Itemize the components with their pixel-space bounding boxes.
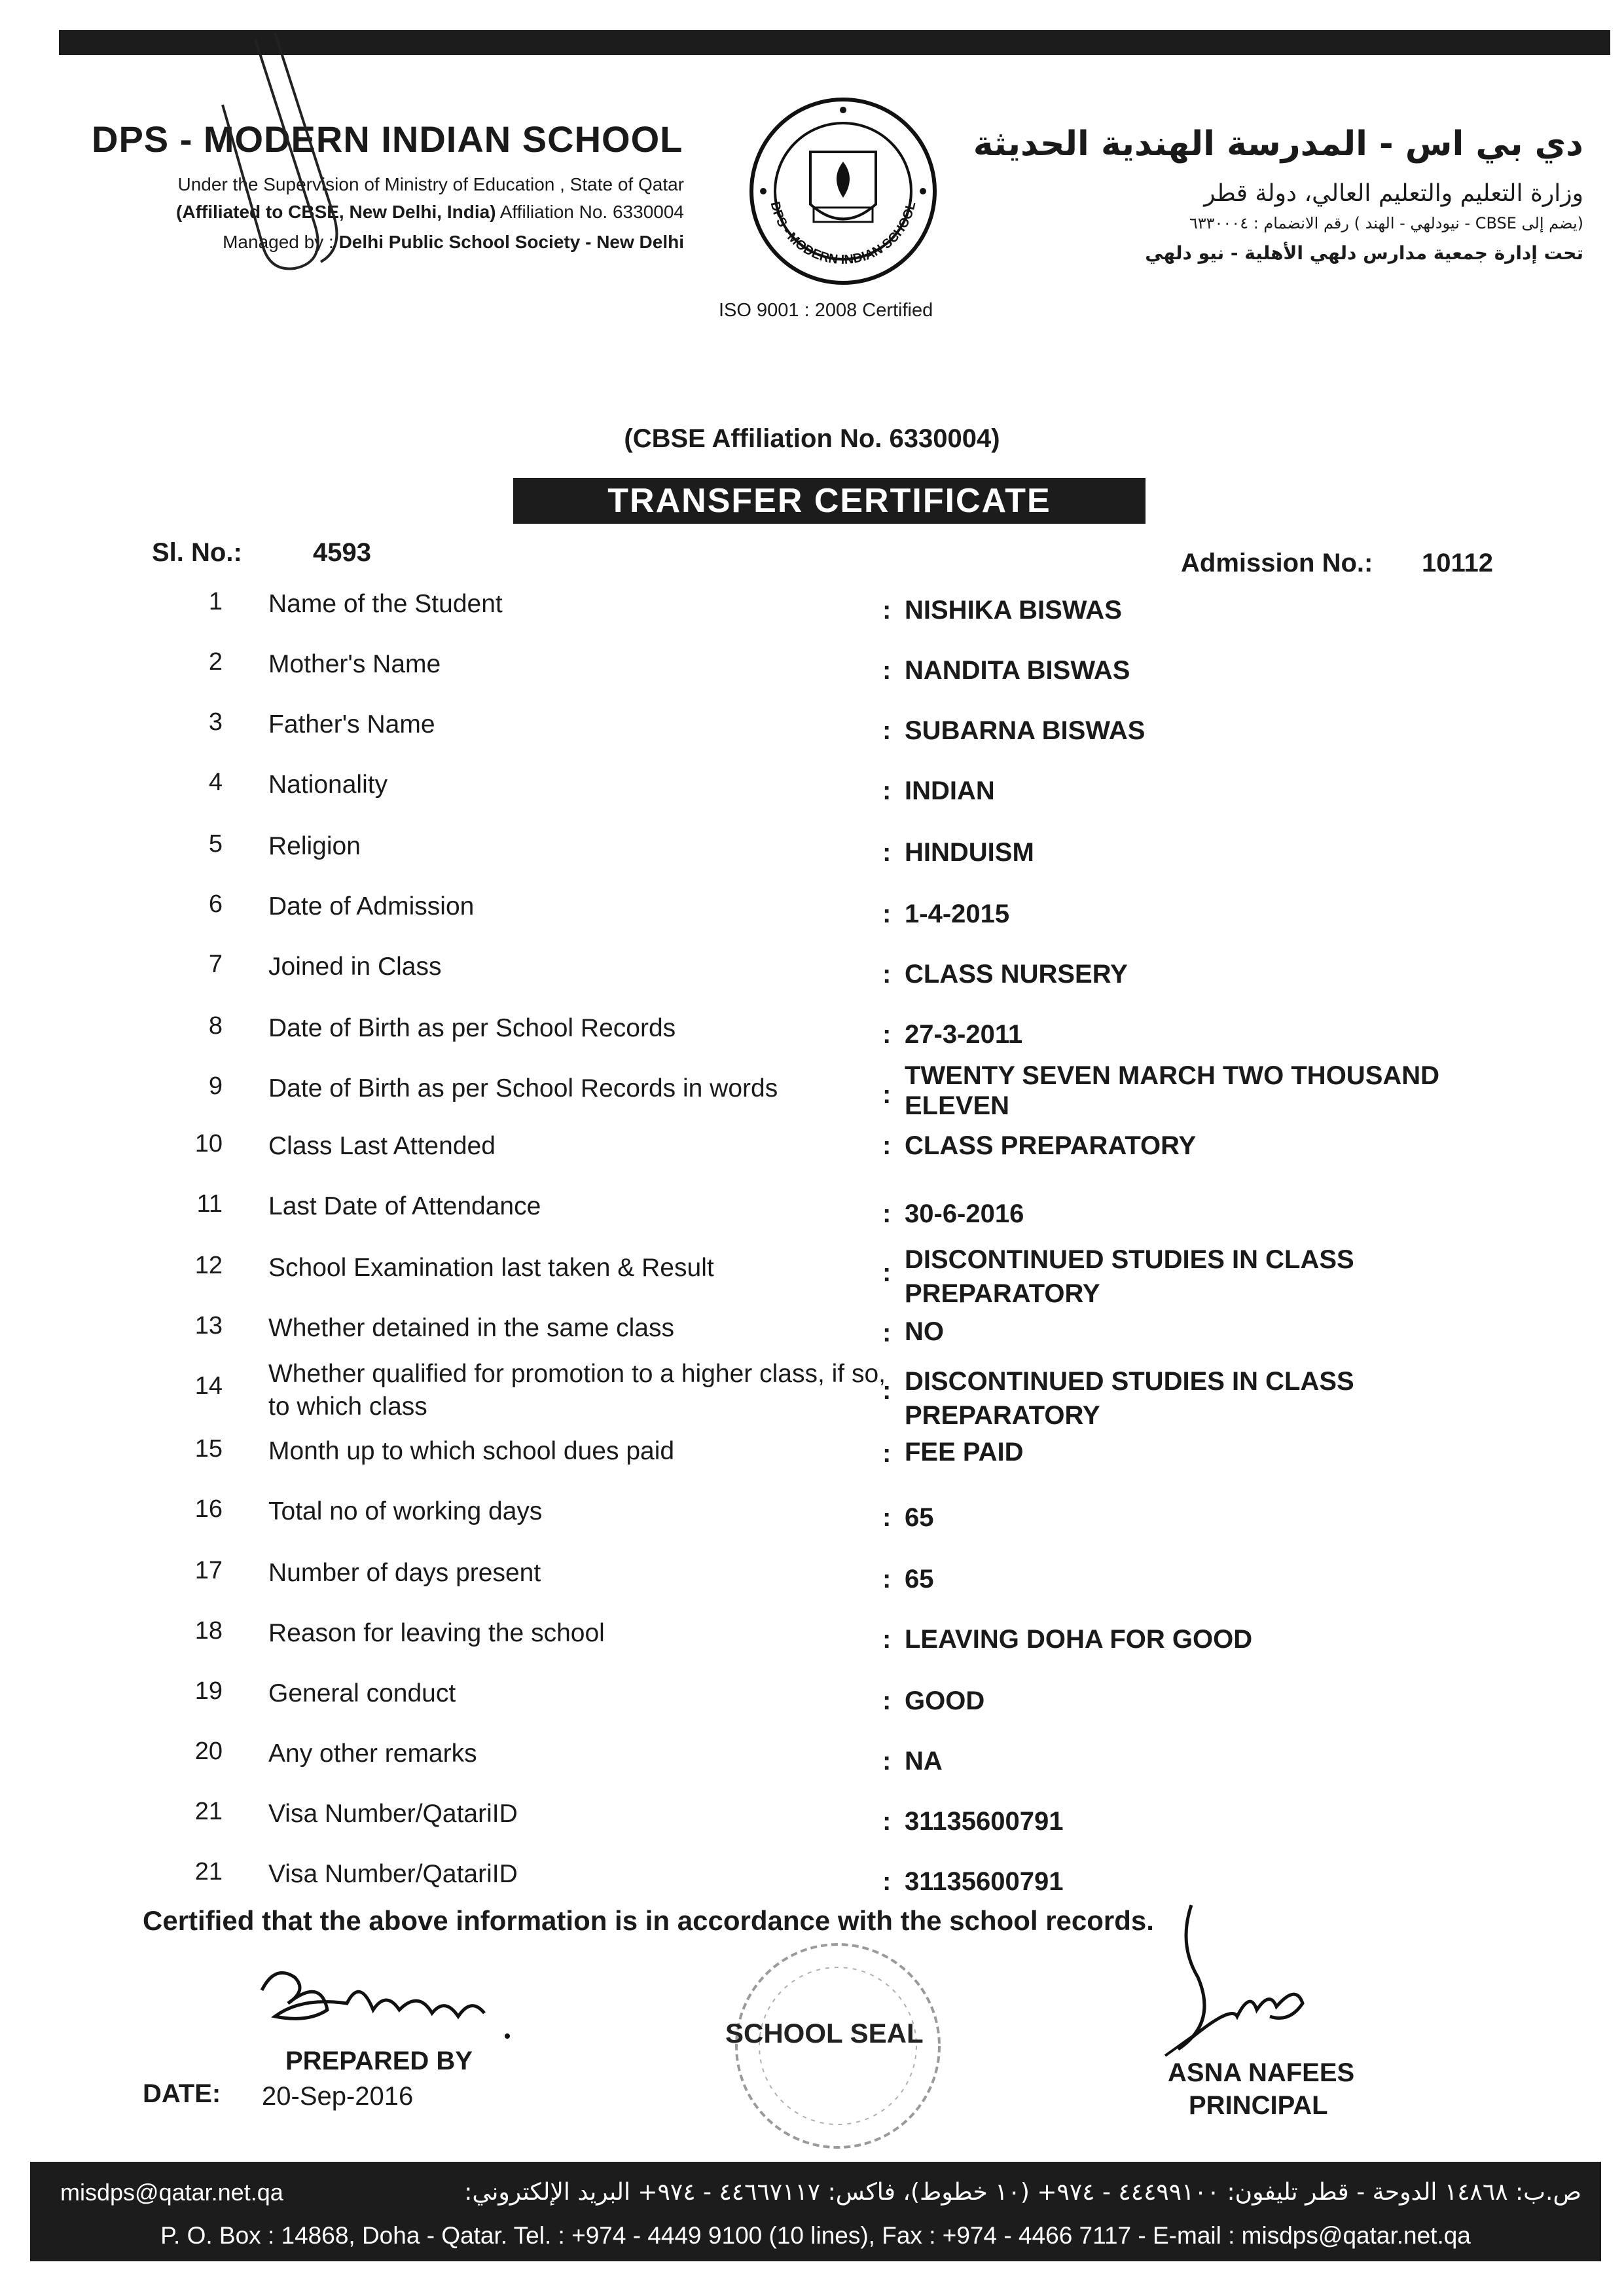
school-seal-label: SCHOOL SEAL xyxy=(725,2018,924,2049)
field-label: Whether detained in the same class xyxy=(268,1314,675,1342)
certificate-title: TRANSFER CERTIFICATE xyxy=(513,478,1146,524)
school-logo-icon xyxy=(745,93,941,289)
field-value: 1-4-2015 xyxy=(905,900,1010,928)
field-label: Class Last Attended xyxy=(268,1132,496,1160)
field-label: Total no of working days xyxy=(268,1497,543,1525)
field-number: 20 xyxy=(194,1738,223,1765)
field-number: 18 xyxy=(194,1617,223,1645)
field-value: NANDITA BISWAS xyxy=(905,656,1130,685)
field-value: CLASS PREPARATORY xyxy=(905,1131,1197,1160)
field-value: DISCONTINUED STUDIES IN CLASS PREPARATORY xyxy=(905,1367,1354,1430)
preparer-signature xyxy=(249,1951,524,2049)
supervision-line: Under the Supervision of Ministry of Education , State of Qatar xyxy=(177,174,684,194)
field-colon: : xyxy=(882,1199,892,1228)
field-number: 4 xyxy=(208,769,223,796)
arabic-school-name: دي بي اس - المدرسة الهندية الحديثة xyxy=(973,124,1583,164)
field-number: 16 xyxy=(194,1495,223,1523)
field-value: 31135600791 xyxy=(905,1807,1064,1836)
footer-email: misdps@qatar.net.qa xyxy=(60,2179,283,2206)
field-number: 15 xyxy=(194,1435,223,1463)
field-colon: : xyxy=(882,1020,892,1049)
managed-by-society: Delhi Public School Society - New Delhi xyxy=(338,232,684,252)
field-number: 2 xyxy=(208,648,223,676)
field-value: 30-6-2016 xyxy=(905,1199,1024,1228)
managed-by-prefix: Managed by : xyxy=(223,232,339,252)
field-colon: : xyxy=(882,716,892,745)
field-colon: : xyxy=(882,1319,892,1347)
field-colon: : xyxy=(882,1686,892,1715)
field-number: 1 xyxy=(208,588,223,615)
field-value: NA xyxy=(905,1747,943,1776)
field-colon: : xyxy=(882,838,892,867)
field-label: Whether qualified for promotion to a higher class, if so, to which class xyxy=(268,1360,886,1421)
field-label: General conduct xyxy=(268,1679,456,1707)
field-value: NO xyxy=(905,1317,944,1346)
field-value: DISCONTINUED STUDIES IN CLASS PREPARATORY xyxy=(905,1245,1354,1308)
field-colon: : xyxy=(882,656,892,685)
field-number: 21 xyxy=(194,1798,223,1825)
field-label: Reason for leaving the school xyxy=(268,1619,605,1647)
admission-number-value: 10112 xyxy=(1422,549,1494,577)
cbse-affiliation: (CBSE Affiliation No. 6330004) xyxy=(624,424,1000,453)
logo-arc-text: DPS - MODERN INDIAN SCHOOL xyxy=(767,200,919,268)
field-label: Nationality xyxy=(268,771,388,799)
field-number: 12 xyxy=(194,1252,223,1279)
field-label: Joined in Class xyxy=(268,953,442,981)
field-label: Visa Number/QatariID xyxy=(268,1860,518,1888)
field-label: Date of Birth as per School Records in words xyxy=(268,1074,778,1102)
field-value: NISHIKA BISWAS xyxy=(905,596,1122,625)
field-number: 17 xyxy=(194,1557,223,1584)
field-colon: : xyxy=(882,1807,892,1836)
field-colon: : xyxy=(882,1565,892,1594)
admission-number-label: Admission No.: xyxy=(1181,549,1373,577)
affiliation-bold: (Affiliated to CBSE, New Delhi, India) xyxy=(176,202,496,222)
field-colon: : xyxy=(882,1503,892,1532)
field-colon: : xyxy=(882,1258,892,1287)
svg-text:DPS - MODERN INDIAN SCHOOL xyxy=(767,200,918,267)
principal-name: ASNA NAFEES xyxy=(1168,2058,1355,2087)
certification-statement: Certified that the above information is in accordance with the school records. xyxy=(143,1905,1154,1936)
field-label: Number of days present xyxy=(268,1559,541,1587)
field-value: SUBARNA BISWAS xyxy=(905,716,1146,745)
field-label: Any other remarks xyxy=(268,1740,477,1768)
field-value: GOOD xyxy=(905,1686,985,1715)
field-value: FEE PAID xyxy=(905,1438,1024,1467)
arabic-affiliation: (يضم إلى CBSE - نيودلهي - الهند ) رقم الانضمام : ٦٣٣٠٠٠٤ xyxy=(1189,214,1583,232)
field-value: HINDUISM xyxy=(905,838,1034,867)
field-label: Name of the Student xyxy=(268,590,503,618)
field-value: 31135600791 xyxy=(905,1867,1064,1896)
field-number: 11 xyxy=(196,1190,223,1218)
iso-certified: ISO 9001 : 2008 Certified xyxy=(719,300,933,321)
field-number: 9 xyxy=(208,1072,223,1100)
field-colon: : xyxy=(882,1439,892,1468)
field-colon: : xyxy=(882,1747,892,1776)
field-number: 7 xyxy=(208,951,223,978)
field-label: School Examination last taken & Result xyxy=(268,1254,714,1282)
arabic-ministry: وزارة التعليم والتعليم العالي، دولة قطر xyxy=(1204,180,1583,207)
field-colon: : xyxy=(882,1131,892,1160)
field-value: TWENTY SEVEN MARCH TWO THOUSAND ELEVEN xyxy=(905,1061,1440,1120)
field-label: Father's Name xyxy=(268,710,435,738)
field-colon: : xyxy=(882,960,892,989)
field-value: LEAVING DOHA FOR GOOD xyxy=(905,1625,1253,1654)
footer-address: P. O. Box : 14868, Doha - Qatar. Tel. : +974 - 4449 9100 (10 lines), Fax : +974 - 4466 7117 - E-mail : misdps@qatar.net.qa xyxy=(160,2222,1471,2249)
field-colon: : xyxy=(882,1080,892,1109)
principal-title: PRINCIPAL xyxy=(1189,2091,1328,2120)
field-label: Month up to which school dues paid xyxy=(268,1437,675,1465)
field-number: 6 xyxy=(208,890,223,918)
serial-number-label: Sl. No.: xyxy=(152,538,242,567)
date-label: DATE: xyxy=(143,2079,221,2108)
affiliation-number: Affiliation No. 6330004 xyxy=(496,202,684,222)
footer-bar xyxy=(30,2162,1601,2261)
field-label: Visa Number/QatariID xyxy=(268,1800,518,1828)
field-colon: : xyxy=(882,1376,892,1405)
serial-number-value: 4593 xyxy=(313,538,371,567)
field-number: 21 xyxy=(194,1858,223,1886)
field-number: 19 xyxy=(194,1677,223,1705)
field-colon: : xyxy=(882,776,892,805)
paper-clip-icon xyxy=(216,26,373,301)
field-colon: : xyxy=(882,900,892,928)
arabic-managed-by: تحت إدارة جمعية مدارس دلهي الأهلية - نيو دلهي xyxy=(1145,242,1583,264)
field-colon: : xyxy=(882,1625,892,1654)
field-value: 27-3-2011 xyxy=(905,1020,1023,1049)
school-name: DPS - MODERN INDIAN SCHOOL xyxy=(92,118,683,160)
field-number: 14 xyxy=(194,1372,223,1400)
field-colon: : xyxy=(882,596,892,625)
field-label: Religion xyxy=(268,832,361,860)
field-number: 3 xyxy=(208,708,223,736)
date-value: 20-Sep-2016 xyxy=(262,2082,414,2111)
field-value: INDIAN xyxy=(905,776,995,805)
field-number: 13 xyxy=(194,1312,223,1339)
prepared-by-label: PREPARED BY xyxy=(285,2047,473,2075)
field-value: CLASS NURSERY xyxy=(905,960,1128,989)
field-label: Last Date of Attendance xyxy=(268,1192,541,1220)
footer-arabic-address: ص.ب: ١٤٨٦٨ الدوحة - قطر تليفون: ٤٤٤٩٩١٠٠ - ٩٧٤+ (١٠ خطوط)، فاكس: ٤٤٦٦٧١١٧ - ٩٧٤+ البريد الإلكتروني: xyxy=(464,2179,1581,2206)
field-label: Date of Birth as per School Records xyxy=(268,1014,676,1042)
field-number: 8 xyxy=(208,1012,223,1040)
field-number: 10 xyxy=(194,1130,223,1157)
field-value: 65 xyxy=(905,1565,934,1594)
field-value: 65 xyxy=(905,1503,934,1532)
field-number: 5 xyxy=(208,830,223,858)
principal-signature xyxy=(1139,1892,1348,2075)
field-colon: : xyxy=(882,1867,892,1896)
field-label: Mother's Name xyxy=(268,650,441,678)
field-label: Date of Admission xyxy=(268,892,475,920)
